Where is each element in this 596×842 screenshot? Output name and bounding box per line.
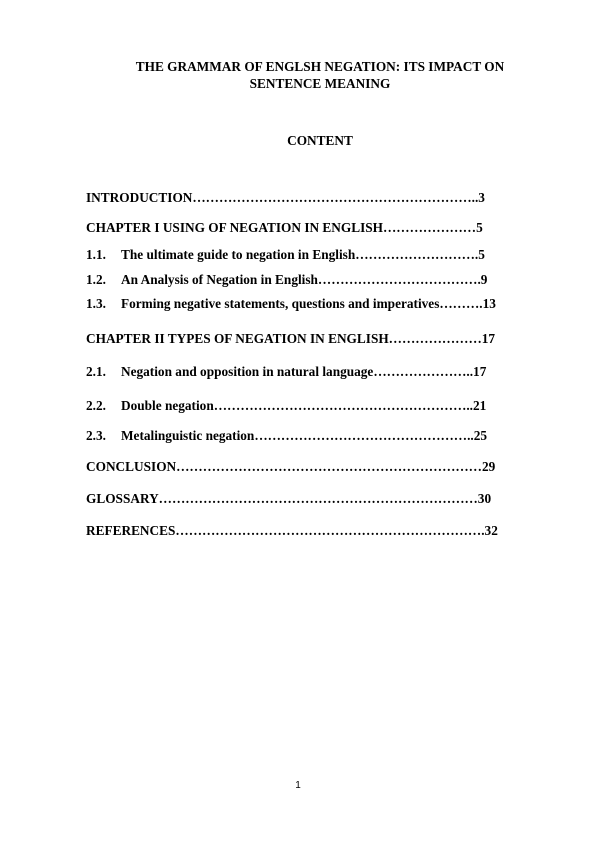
toc-entry-conclusion (86, 459, 495, 475)
toc-entry-text: The ultimate guide to negation in English……………………….5 (121, 247, 485, 262)
toc-entry-text: CONCLUSION……………………………………………………………29 (86, 459, 496, 474)
page-number: 1 (295, 780, 301, 791)
toc-entry-number: 2.1. (86, 364, 106, 379)
toc-entry-text: GLOSSARY………………………………………………………………30 (86, 491, 492, 506)
toc-entry-text: Forming negative statements, questions and imperatives……….13 (121, 296, 496, 311)
title-line-1: THE GRAMMAR OF ENGLSH NEGATION: ITS IMPACT ON (135, 59, 505, 74)
toc-entry-2-1 (86, 364, 486, 380)
toc-entry-text: Metalinguistic negation…………………………………………..25 (121, 428, 488, 443)
toc-entry-text: Negation and opposition in natural language…………………..17 (121, 364, 487, 379)
toc-entry-1-1 (86, 247, 485, 263)
toc-entry-text: CHAPTER I USING OF NEGATION IN ENGLISH…………………5 (86, 220, 483, 235)
toc-entry-1-2 (86, 272, 487, 288)
toc-entry-chapter-1 (86, 220, 483, 236)
toc-entry-text: An Analysis of Negation in English……………………………….9 (121, 272, 488, 287)
toc-entry-number: 1.1. (86, 247, 106, 262)
toc-entry-number: 2.3. (86, 428, 106, 443)
document-title (110, 58, 530, 92)
content-heading: CONTENT (287, 133, 353, 148)
toc-entry-text: CHAPTER II TYPES OF NEGATION IN ENGLISH…………………17 (86, 331, 496, 346)
toc-entry-number: 1.2. (86, 272, 106, 287)
toc-entry-number: 1.3. (86, 296, 106, 311)
toc-entry-1-3 (86, 296, 496, 312)
title-line-2: SENTENCE MEANING (249, 76, 391, 91)
toc-entry-2-3 (86, 428, 487, 444)
toc-entry-introduction (86, 190, 485, 206)
toc-entry-text: INTRODUCTION………………………………………………………..3 (86, 190, 485, 205)
toc-entry-chapter-2 (86, 331, 495, 347)
toc-entry-number: 2.2. (86, 398, 106, 413)
toc-entry-text: Double negation…………………………………………………..21 (121, 398, 487, 413)
toc-entry-text: REFERENCES…………………………………………………………….32 (86, 523, 498, 538)
toc-entry-glossary (86, 491, 491, 507)
toc-entry-2-2 (86, 398, 486, 414)
toc-entry-references (86, 523, 498, 539)
